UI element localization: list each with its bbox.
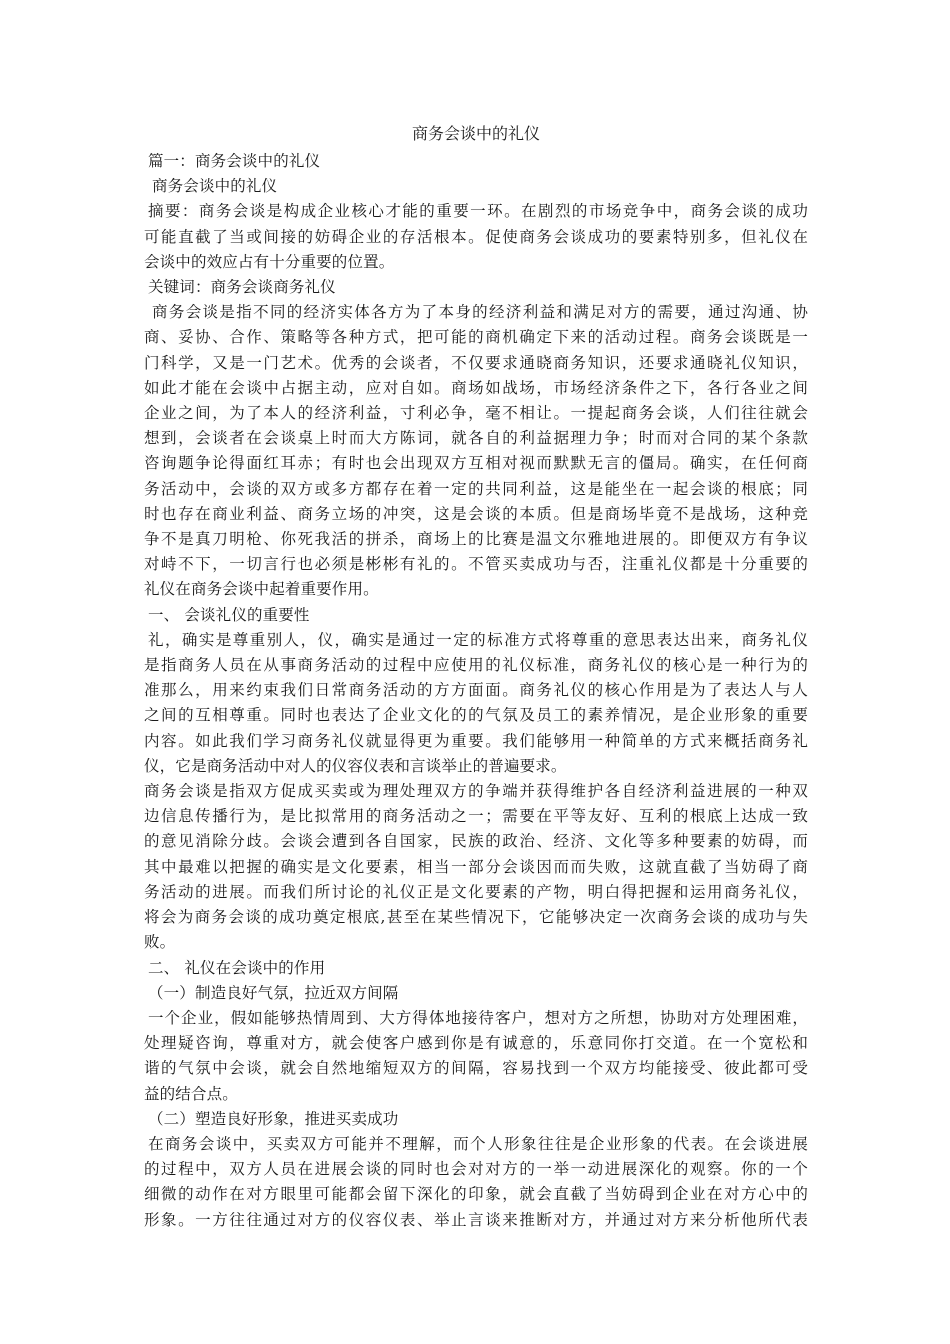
paragraph-line: 细微的动作在对方眼里可能都会留下深化的印象，就会直截了当妨碍到企业在对方心中的 — [144, 1185, 808, 1204]
paragraph-line: 将会为商务会谈的成功奠定根底,甚至在某些情况下，它能够决定一次商务会谈的成功与失 — [144, 908, 808, 927]
paragraph-line: 处理疑咨询，尊重对方，就会使客户感到你是有诚意的，乐意同你打交道。在一个宽松和 — [144, 1034, 808, 1053]
paragraph-line: 准那么，用来约束我们日常商务活动的方方面面。商务礼仪的核心作用是为了表达人与人 — [144, 681, 808, 700]
paragraph-line: 如此才能在会谈中占据主动，应对自如。商场如战场，市场经济条件之下，各行各业之间 — [144, 378, 808, 397]
section-heading: 篇一：商务会谈中的礼仪 — [148, 152, 321, 170]
subsection-heading: （二）塑造良好形象，推进买卖成功 — [148, 1109, 399, 1128]
paragraph-line: 务活动的进展。而我们所讨论的礼仪正是文化要素的产物，明白得把握和运用商务礼仪， — [144, 882, 808, 901]
paragraph-line: 的过程中，双方人员在进展会谈的同时也会对对方的一举一动进展深化的观察。你的一个 — [144, 1160, 808, 1179]
paragraph-line: 败。 — [144, 933, 176, 952]
paragraph-line: 之间的互相尊重。同时也表达了企业文化的的气氛及员工的素养情况，是企业形象的重要 — [144, 706, 808, 725]
paragraph-line: 是指商务人员在从事商务活动的过程中应使用的礼仪标准，商务礼仪的核心是一种行为的 — [144, 656, 808, 675]
abstract-line: 摘要：商务会谈是构成企业核心才能的重要一环。在剧烈的市场竞争中，商务会谈的成功 — [148, 202, 808, 221]
paragraph-line: 门科学，又是一门艺术。优秀的会谈者，不仅要求通晓商务知识，还要求通晓礼仪知识， — [144, 353, 808, 372]
paragraph-line: 商务会谈是指双方促成买卖或为理处理双方的争端并获得维护各自经济利益进展的一种双 — [144, 782, 808, 801]
paragraph-line: 对峙不下，一切言行也必须是彬彬有礼的。不管买卖成功与否，注重礼仪都是十分重要的 — [144, 555, 808, 574]
section-heading: 二、 礼仪在会谈中的作用 — [148, 958, 326, 977]
paragraph-line: 咨询题争论得面红耳赤；有时也会出现双方互相对视而默默无言的僵局。确实，在任何商 — [144, 454, 808, 473]
paragraph-line: 务活动中，会谈的双方或多方都存在着一定的共同利益，这是能坐在一起会谈的根底；同 — [144, 479, 808, 498]
paragraph-line: 在商务会谈中，买卖双方可能并不理解，而个人形象往往是企业形象的代表。在会谈进展 — [148, 1134, 808, 1153]
paragraph-line: 时也存在商业利益、商务立场的冲突，这是会谈的本质。但是商场毕竟不是战场，这种竞 — [144, 504, 808, 523]
keywords-line: 关键词：商务会谈商务礼仪 — [148, 278, 336, 297]
abstract-line: 会谈中的效应占有十分重要的位置。 — [144, 252, 395, 271]
paragraph-line: 一个企业，假如能够热情周到、大方得体地接待客户，想对方之所想，协助对方处理困难， — [148, 1008, 808, 1027]
abstract-line: 可能直截了当或间接的妨碍企业的存活根本。促使商务会谈成功的要素特别多，但礼仪在 — [144, 227, 808, 246]
paragraph-line: 边信息传播行为，是比拟常用的商务活动之一；需要在平等友好、互利的根底上达成一致 — [144, 807, 808, 826]
paragraph-line: 企业之间，为了本人的经济利益，寸利必争，毫不相让。一提起商务会谈，人们往往就会 — [144, 404, 808, 423]
paragraph-line: 的意见消除分歧。会谈会遭到各自国家，民族的政治、经济、文化等多种要素的妨碍，而 — [144, 832, 808, 851]
paragraph-line: 想到，会谈者在会谈桌上时而大方陈词，就各自的利益据理力争；时而对合同的某个条款 — [144, 429, 808, 448]
paragraph-line: 商务会谈是指不同的经济实体各方为了本身的经济利益和满足对方的需要，通过沟通、协 — [152, 303, 808, 322]
document-page — [144, 122, 808, 1233]
section-heading: 一、 会谈礼仪的重要性 — [148, 605, 310, 624]
paragraph-line: 形象。一方往往通过对方的仪容仪表、举止言谈来推断对方，并通过对方来分析他所代表 — [144, 1210, 808, 1229]
document-title: 商务会谈中的礼仪 — [411, 124, 540, 143]
subsection-heading: （一）制造良好气氛，拉近双方间隔 — [148, 983, 399, 1002]
paragraph-line: 仪，它是商务活动中对人的仪容仪表和言谈举止的普遍要求。 — [144, 756, 567, 775]
paragraph-line: 商、妥协、合作、策略等各种方式，把可能的商机确定下来的活动过程。商务会谈既是一 — [144, 328, 808, 347]
paragraph-line: 内容。如此我们学习商务礼仪就显得更为重要。我们能够用一种简单的方式来概括商务礼 — [144, 731, 808, 750]
paragraph-line: 礼，确实是尊重别人，仪，确实是通过一定的标准方式将尊重的意思表达出来，商务礼仪 — [148, 630, 808, 649]
paragraph-line: 礼仪在商务会谈中起着重要作用。 — [144, 580, 379, 599]
article-title: 商务会谈中的礼仪 — [152, 177, 278, 196]
paragraph-line: 益的结合点。 — [144, 1084, 238, 1103]
paragraph-line: 谐的气氛中会谈，就会自然地缩短双方的间隔，容易找到一个双方均能接受、彼此都可受 — [144, 1059, 808, 1078]
paragraph-line: 其中最难以把握的确实是文化要素，相当一部分会谈因而而失败，这就直截了当妨碍了商 — [144, 857, 808, 876]
paragraph-line: 争不是真刀明枪、你死我活的拼杀，商场上的比赛是温文尔雅地进展的。即便双方有争议 — [144, 530, 808, 549]
